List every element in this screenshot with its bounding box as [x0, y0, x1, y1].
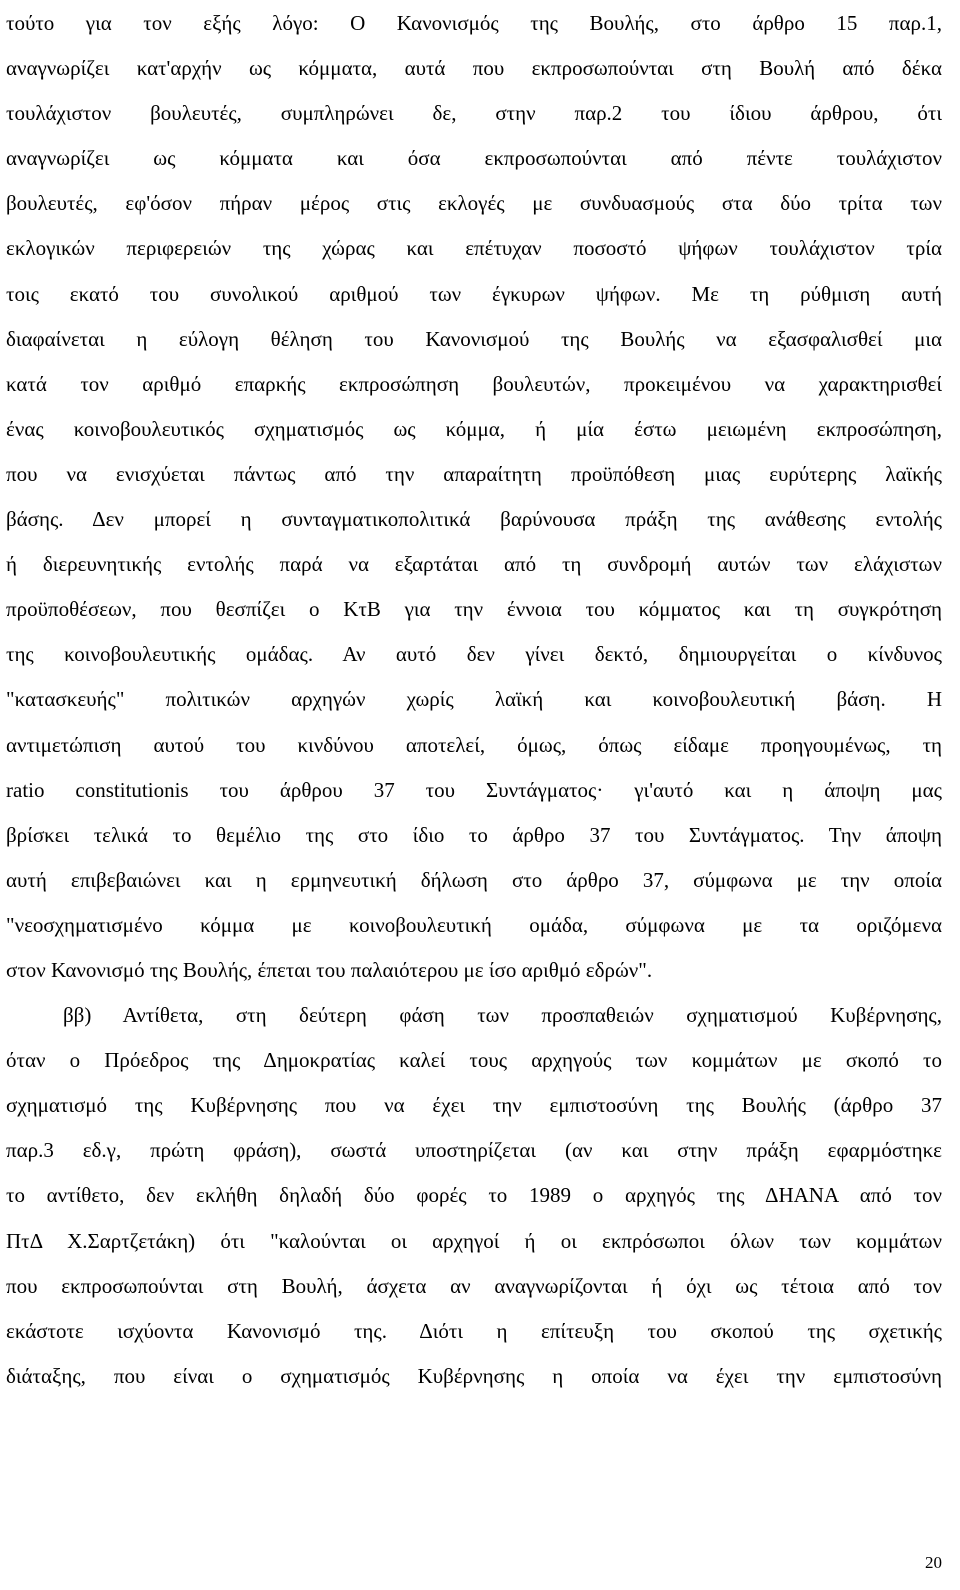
page-number: 20 [925, 1553, 942, 1572]
text-line: παρ.3 εδ.γ, πρώτη φράση), σωστά υποστηρίζεται (αν και στην πράξη εφαρμόστηκε [6, 1138, 942, 1163]
text-line: αυτή επιβεβαιώνει και η ερμηνευτική δήλωση στο άρθρο 37, σύμφωνα με την οποία [6, 867, 942, 892]
text-line: ratio constitutionis του άρθρου 37 του Συντάγματος· γι'αυτό και η άποψη μας [6, 777, 942, 802]
text-line: όταν ο Πρόεδρος της Δημοκρατίας καλεί τους αρχηγούς των κομμάτων με σκοπό το [6, 1048, 942, 1073]
text-line: ΠτΔ Χ.Σαρτζετάκη) ότι "καλούνται οι αρχηγοί ή οι εκπρόσωποι όλων των κομμάτων [6, 1228, 942, 1253]
text-line: αντιμετώπιση αυτού του κινδύνου αποτελεί, όμως, όπως είδαμε προηγουμένως, τη [6, 732, 942, 757]
text-line: διαφαίνεται η εύλογη θέληση του Κανονισμού της Βουλής να εξασφαλισθεί μια [6, 326, 942, 351]
text-line: διάταξης, που είναι ο σχηματισμός Κυβέρνησης η οποία να έχει την εμπιστοσύνη [6, 1363, 942, 1388]
text-line: της κοινοβουλευτικής ομάδας. Αν αυτό δεν γίνει δεκτό, δημιουργείται ο κίνδυνος [6, 642, 942, 667]
text-line: βουλευτές, εφ'όσον πήραν μέρος στις εκλογές με συνδυασμούς στα δύο τρίτα των [6, 191, 942, 216]
text-line: κατά τον αριθμό επαρκής εκπροσώπηση βουλευτών, προκειμένου να χαρακτηρισθεί [6, 371, 942, 396]
text-line: ββ) Αντίθετα, στη δεύτερη φάση των προσπαθειών σχηματισμού Κυβέρνησης, [63, 1003, 942, 1028]
text-line: "κατασκευής" πολιτικών αρχηγών χωρίς λαϊκή και κοινοβουλευτική βάση. Η [6, 687, 942, 712]
text-line: προϋποθέσεων, που θεσπίζει ο ΚτΒ για την έννοια του κόμματος και τη συγκρότηση [6, 597, 942, 622]
text-line: "νεοσχηματισμένο κόμμα με κοινοβουλευτική ομάδα, σύμφωνα με τα οριζόμενα [6, 912, 942, 937]
text-line: ή διερευνητικής εντολής παρά να εξαρτάται από τη συνδρομή αυτών των ελάχιστων [6, 552, 942, 577]
text-line: σχηματισμό της Κυβέρνησης που να έχει την εμπιστοσύνη της Βουλής (άρθρο 37 [6, 1093, 942, 1118]
text-line: τούτο για τον εξής λόγο: Ο Κανονισμός της Βουλής, στο άρθρο 15 παρ.1, [6, 11, 942, 35]
text-line: στον Κανονισμό της Βουλής, έπεται του παλαιότερου με ίσο αριθμό εδρών". [6, 957, 653, 982]
text-line: εκλογικών περιφερειών της χώρας και επέτυχαν ποσοστό ψήφων τουλάχιστον τρία [6, 236, 942, 261]
text-line: που εκπροσωπούνται στη Βουλή, άσχετα αν αναγνωρίζονται ή όχι ως τέτοια από τον [6, 1273, 942, 1298]
text-line: τοις εκατό του συνολικού αριθμού των έγκυρων ψήφων. Με τη ρύθμιση αυτή [6, 281, 942, 306]
text-line: εκάστοτε ισχύοντα Κανονισμό της. Διότι η επίτευξη του σκοπού της σχετικής [6, 1318, 942, 1343]
text-line: ένας κοινοβουλευτικός σχηματισμός ως κόμμα, ή μία έστω μειωμένη εκπροσώπηση, [6, 416, 942, 441]
text-line: αναγνωρίζει κατ'αρχήν ως κόμματα, αυτά που εκπροσωπούνται στη Βουλή από δέκα [6, 56, 942, 81]
body-text [6, 1, 942, 1399]
text-line: αναγνωρίζει ως κόμματα και όσα εκπροσωπούνται από πέντε τουλάχιστον [6, 146, 942, 171]
text-line: βάσης. Δεν μπορεί η συνταγματικοπολιτικά βαρύνουσα πράξη της ανάθεσης εντολής [6, 507, 942, 532]
text-line: το αντίθετο, δεν εκλήθη δηλαδή δύο φορές το 1989 ο αρχηγός της ΔΗΑΝΑ από τον [6, 1183, 942, 1208]
text-line: βρίσκει τελικά το θεμέλιο της στο ίδιο το άρθρο 37 του Συντάγματος. Την άποψη [6, 822, 942, 847]
text-line: που να ενισχύεται πάντως από την απαραίτητη προϋπόθεση μιας ευρύτερης λαϊκής [6, 461, 942, 486]
text-line: τουλάχιστον βουλευτές, συμπληρώνει δε, στην παρ.2 του ίδιου άρθρου, ότι [6, 101, 942, 126]
